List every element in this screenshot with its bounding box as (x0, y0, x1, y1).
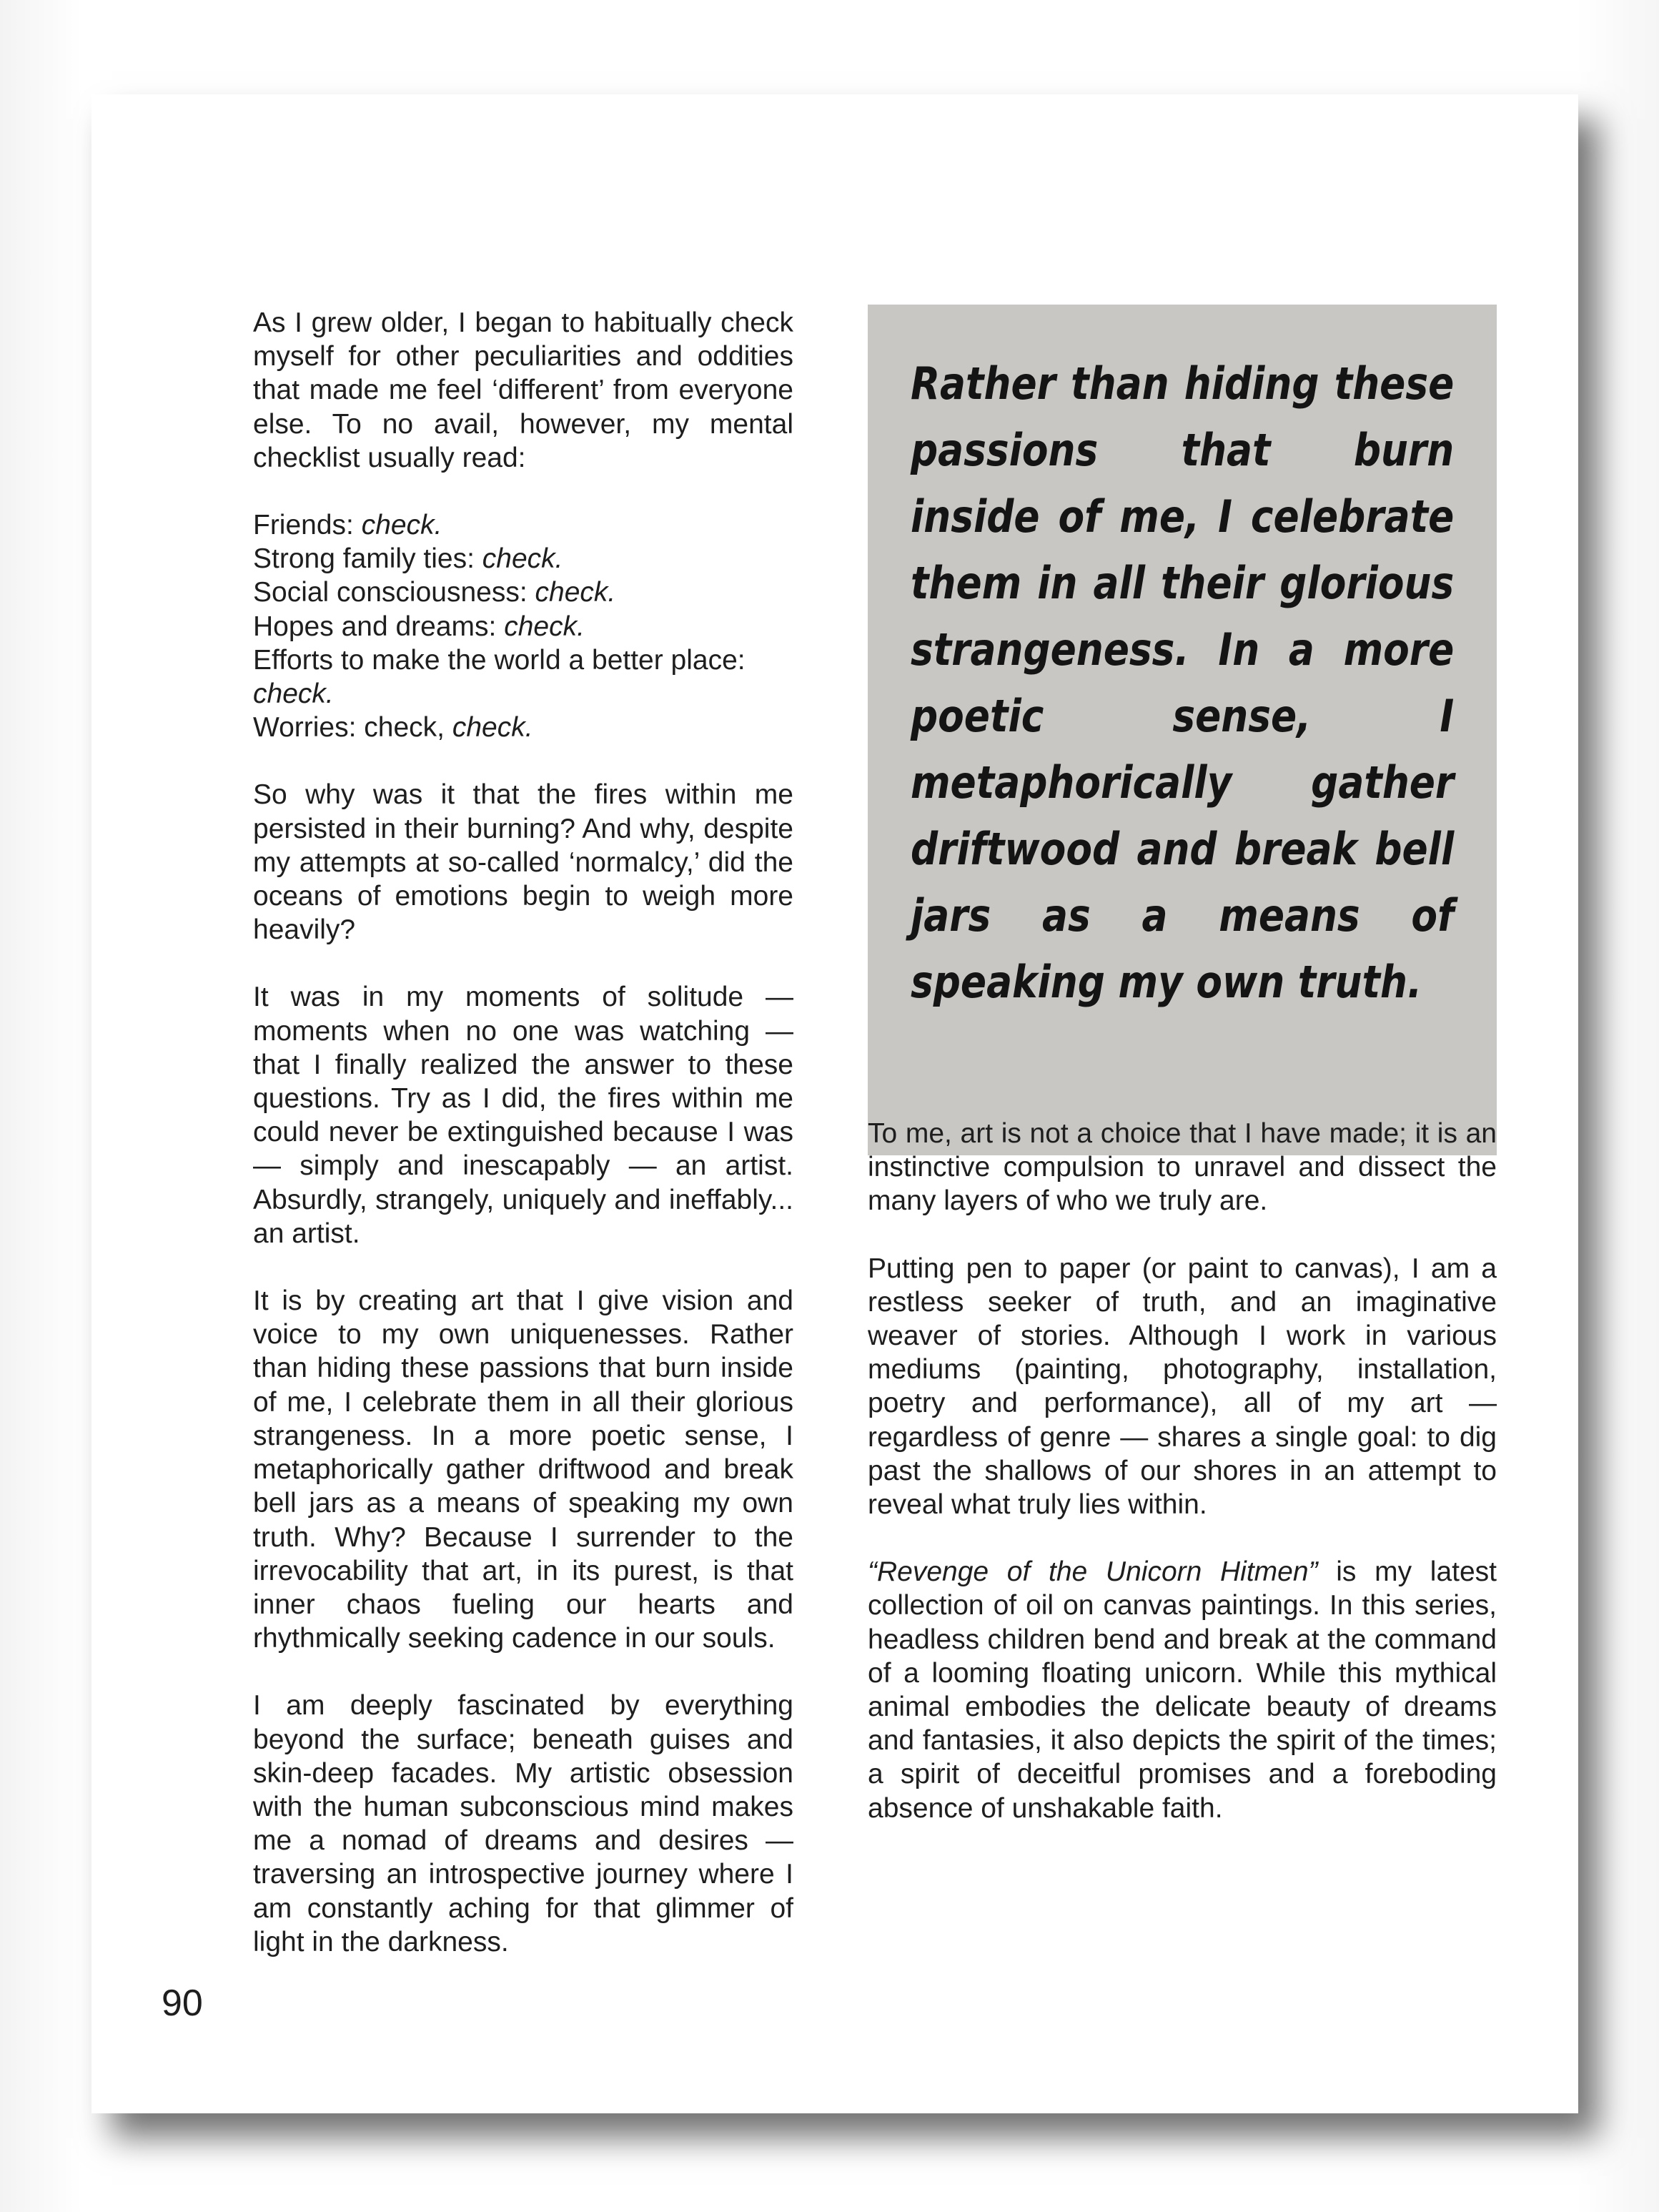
collection-title: “Revenge of the Unicorn Hitmen” (868, 1556, 1318, 1588)
checklist-item-family: Strong family ties: check. (253, 543, 563, 575)
page-number: 90 (162, 1983, 203, 2024)
mental-checklist (253, 508, 793, 744)
paragraph-fascination: I am deeply fascinated by everything beyond the surface; beneath guises and skin-deep facades. My artistic obsession with the human subconscious mind makes me a nomad of dreams and desires — traversing an introspective journey where I am constantly aching for that glimmer of light in the darkness. (253, 1690, 793, 1957)
paragraph-growing-older: As I grew older, I began to habitually check myself for other peculiarities and oddities that made me feel ‘different’ from everyone else. To no avail, however, my mental checklist usually read: (253, 307, 793, 473)
paragraph-unicorn-hitmen: “Revenge of the Unicorn Hitmen” is my latest collection of oil on canvas paintings. In this series, headless children bend and break at the command of a looming floating unicorn. While this mythical animal embodies the delicate beauty of dreams and fantasies, it also depicts the spirit of the times; a spirit of deceitful promises and a foreboding absence of unshakable faith. (868, 1556, 1497, 1824)
checklist-item-social: Social consciousness: check. (253, 577, 616, 608)
checklist-item-friends: Friends: check. (253, 510, 442, 541)
checklist-item-efforts: Efforts to make the world a better place: check. (253, 644, 746, 710)
checklist-item-worries: Worries: check, check. (253, 712, 533, 744)
paragraph-art-choice: To me, art is not a choice that I have made; it is an instinctive compulsion to unravel and dissect the many layers of who we truly are. (868, 1118, 1497, 1217)
pull-quote-text: Rather than hiding these passions that burn inside of me, I celebrate them in all their glorious strangeness. In a more poetic sense, I metaphorically gather driftwood and break bell jars as a means of speaking my own truth. (911, 357, 1455, 1008)
paragraph-fires-within: So why was it that the fires within me persisted in their burning? And why, despite my attempts at so-called ‘normalcy,’ did the oceans of emotions begin to weigh more heavily? (253, 779, 793, 946)
right-text-column (868, 1117, 1497, 1825)
paragraph-creating-art: It is by creating art that I give vision and voice to my own uniquenesses. Rather than hiding these passions that burn inside of me, I celebrate them in all their glorious strangeness. In a more poetic sense, I metaphorically gather driftwood and break bell jars as a means of speaking my own truth. Why? Because I surrender to the irrevocability that art, in its purest, is that inner chaos fueling our hearts and rhythmically seeking cadence in our souls. (253, 1285, 793, 1654)
left-text-column (253, 306, 793, 1959)
checklist-item-hopes: Hopes and dreams: check. (253, 611, 585, 642)
pull-quote-box (868, 305, 1497, 1155)
paragraph-solitude: It was in my moments of solitude — moments when no one was watching — that I finally realized the answer to these questions. Try as I did, the fires within me could never be extinguished because I was — simply and inescapably — an artist. Absurdly, strangely, uniquely and ineffably... an artist. (253, 982, 793, 1249)
book-page (91, 94, 1578, 2113)
paragraph-pen-to-paper: Putting pen to paper (or paint to canvas), I am a restless seeker of truth, and an imaginative weaver of stories. Although I work in various mediums (painting, photography, installation, poetry and performance), all of my art — regardless of genre — shares a single goal: to dig past the shallows of our shores in an attempt to reveal what truly lies within. (868, 1253, 1497, 1521)
